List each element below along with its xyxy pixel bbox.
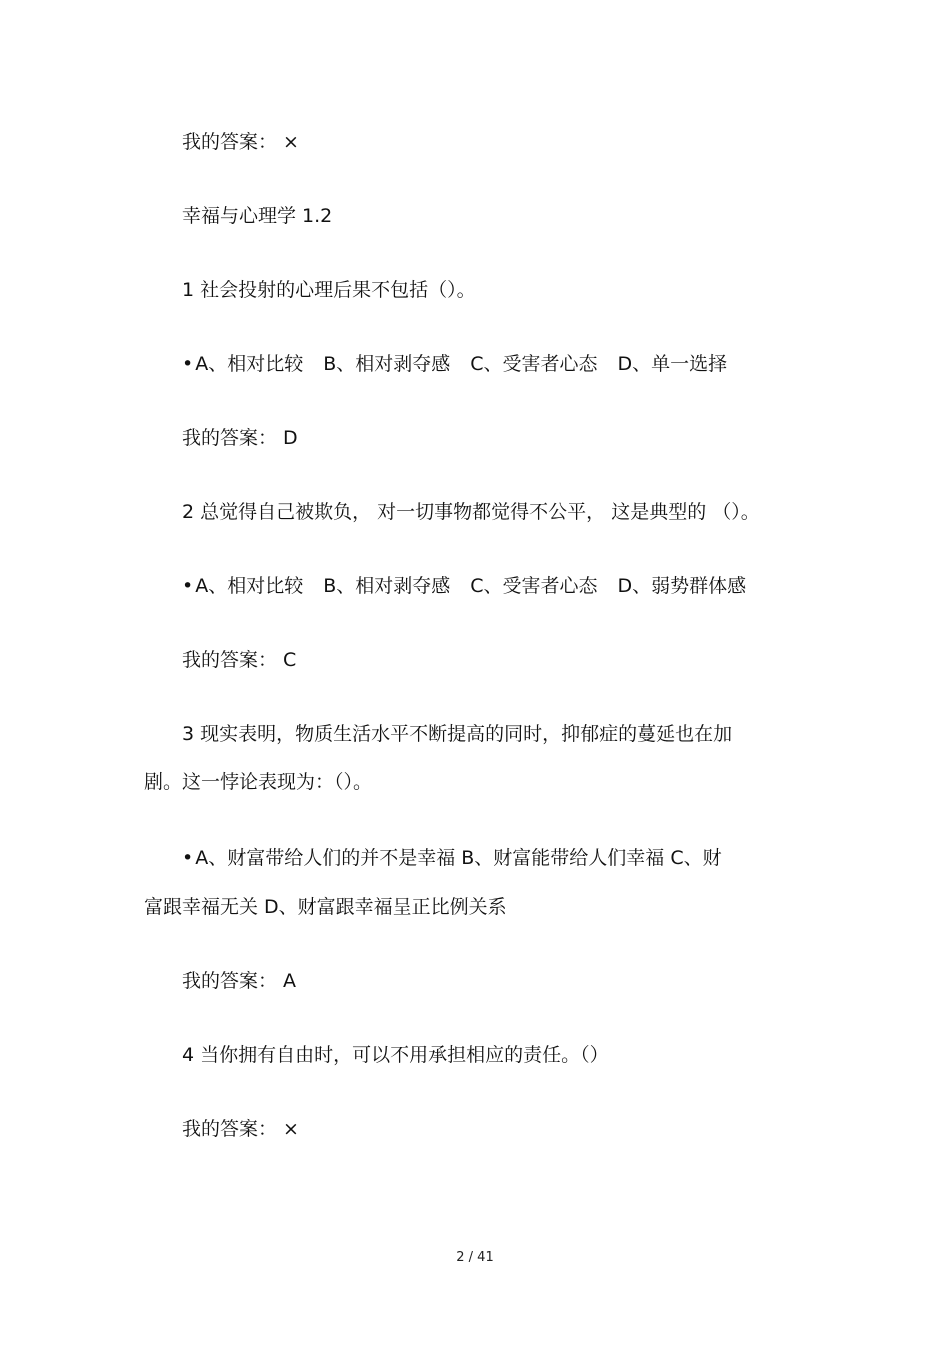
option-d: D、单一选择 xyxy=(617,353,728,375)
bullet-icon: • xyxy=(182,847,194,869)
question-2: 2 总觉得自己被欺负， 对一切事物都觉得不公平， 这是典型的 （）。 xyxy=(182,501,760,523)
question-3-options-line-1 xyxy=(182,846,722,870)
option-a: A、相对比较 xyxy=(195,575,304,597)
option-a: A、相对比较 xyxy=(195,353,304,375)
answer-line: 我的答案： D xyxy=(182,427,298,449)
bullet-icon: • xyxy=(182,575,194,597)
answer-line: 我的答案： A xyxy=(182,970,297,992)
question-3-line-2: 剧。这一悖论表现为：（）。 xyxy=(144,771,373,793)
options-text: A、财富带给人们的并不是幸福 B、财富能带给人们幸福 C、财 xyxy=(195,847,722,869)
bullet-icon: • xyxy=(182,353,194,375)
option-d: D、弱势群体感 xyxy=(617,575,747,597)
answer-line: 我的答案： × xyxy=(182,1118,299,1140)
option-c: C、受害者心态 xyxy=(470,575,598,597)
question-4: 4 当你拥有自由时，可以不用承担相应的责任。（） xyxy=(182,1044,609,1066)
answer-line: 我的答案： C xyxy=(182,649,297,671)
question-1-options xyxy=(182,352,727,376)
question-2-options xyxy=(182,574,746,598)
option-b: B、相对剥夺感 xyxy=(323,353,451,375)
page-number: 2 / 41 xyxy=(456,1250,494,1265)
answer-line: 我的答案： × xyxy=(182,131,299,153)
section-heading: 幸福与心理学 1.2 xyxy=(182,205,333,227)
question-1: 1 社会投射的心理后果不包括（）。 xyxy=(182,279,476,301)
option-c: C、受害者心态 xyxy=(470,353,598,375)
question-3-line-1: 3 现实表明，物质生活水平不断提高的同时，抑郁症的蔓延也在加 xyxy=(182,723,733,745)
option-b: B、相对剥夺感 xyxy=(323,575,451,597)
question-3-options-line-2: 富跟幸福无关 D、财富跟幸福呈正比例关系 xyxy=(144,896,507,918)
